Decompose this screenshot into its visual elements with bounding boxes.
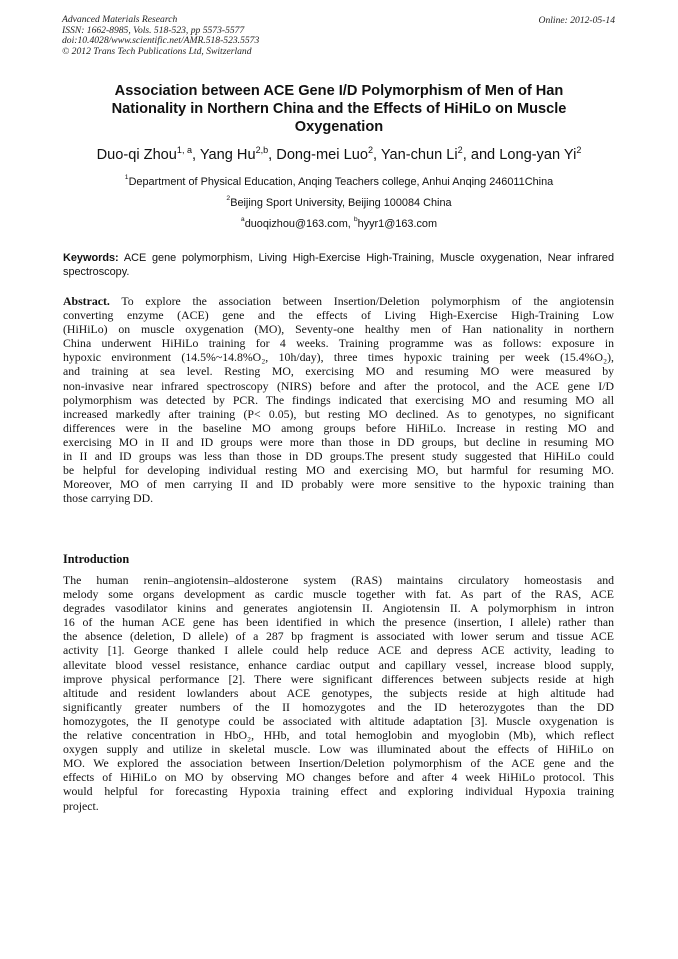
doi-line: doi:10.4028/www.scientific.net/AMR.518-523.5573 [62,35,260,47]
email-mark: a [240,216,245,223]
author-name: Dong-mei Luo [276,147,368,163]
abstract-line: increased markedly after training (P< 0.05), but resting MO declined. As to genotypes, no significant [63,406,614,421]
abstract-line-text: To explore the association between Insertion/Deletion polymorphism of the angiotensin [109,294,614,308]
paper-title [70,82,608,136]
introduction-line: project. [63,798,99,813]
abstract-line: China underwent HiHiLo training for 4 weeks. Training programme was as follows: exposure in [63,336,614,351]
keywords [63,252,614,279]
introduction-line: the relative concentration in HbO₂, HHb, and total hemoglobin and myoglobin (Mb), which reflect [63,728,614,743]
introduction-line: allevitate blood vessel resistance, enhance cardiac output and capillary vessel, increase blood supply, [63,657,614,672]
abstract-label: Abstract. [63,294,110,308]
introduction-line: degrades vasodilator kinins and generates angiotensin II. Angiotensin II. A polymorphism in intron [63,601,614,616]
introduction-line: 16 of the human ACE gene has been identified in which the presence (insertion, I allele) rather than [63,615,614,630]
introduction-heading: Introduction [63,552,130,566]
abstract-line [63,294,614,308]
abstract-line: and training at sea level. Resting MO, exercising MO and resuming MO were measured by [63,364,614,379]
affiliation-mark: 1 [124,174,129,181]
introduction-line: altitude and resident lowlanders about ACE genotypes, the subjects reside at high altitude had [63,685,614,700]
email-mark: b [353,216,358,223]
journal-name: Advanced Materials Research [62,14,178,25]
affiliation-1 [0,176,678,188]
introduction-line: the absence (deletion, D allele) of a 287 bp fragment is associated with lower serum and tissue ACE [63,629,614,644]
introduction-line: effects of HiHiLo on MO by observing MO changes before and after 4 week HiHiLo protocol. This [63,770,614,785]
introduction-line: MO. We explored the association between Insertion/Deletion polymorphism of the ACE gene and the [63,756,614,771]
affiliation-text: Beijing Sport University, Beijing 100084 China [230,197,452,209]
author-affiliation-mark: 2 [576,145,582,155]
author-separator: , [192,147,200,163]
title-line-1: Association between ACE Gene I/D Polymorphism of Men of Han [114,83,564,99]
abstract-line: be helpful for developing individual resting MO and exercising MO, but harmful for resuming MO. [63,463,614,478]
introduction-line: improve physical performance [2]. There were significant differences between subjects reside at high [63,671,614,686]
introduction-line: activity [1]. George thanked I allele could help reduce ACE and depress ACE activity, leading to [63,643,614,658]
introduction-line: homozygotes, the II genotype could be associated with altitude adaptation [3]. Muscle oxygenation is [63,713,614,728]
author-affiliation-mark: 2,b [255,145,269,155]
author-separator: , [268,147,277,163]
author-emails [0,218,678,230]
author-name: Duo-qi Zhou [96,147,177,163]
introduction-line: The human renin–angiotensin–aldosterone system (RAS) maintains circulatory homeostasis and [63,573,614,587]
author-separator: , and [462,147,500,163]
email-address: hyyr1@163.com [357,218,438,230]
abstract-line: converting enzyme (ACE) gene and the effects of Living High-Exercise High-Training Low [63,308,614,323]
affiliation-text: Department of Physical Education, Anqing Teachers college, Anhui Anqing 246011China [128,176,554,188]
abstract [63,294,614,505]
abstract-line: in II and ID groups was less than those in DD groups.The present study suggested that HiHiLo could [63,449,614,464]
keywords-text: ACE gene polymorphism, Living High-Exercise High-Training, Muscle oxygenation, Near infrared spectroscopy. [63,252,614,278]
abstract-line: (HiHiLo) on muscle oxygenation (MO), Seventy-one healthy men of Han nationality in northern [63,322,614,337]
title-line-3: Oxygenation [294,119,384,135]
abstract-line: non-invasive near infrared spectroscopy (NIRS) before and after the protocol, and the ACE gene I/D [63,378,614,393]
abstract-line: hypoxic environment (14.5%~14.8%O₂, 10h/day), three times hypoxic training per week (15.4%O₂), [63,350,614,365]
online-date: Online: 2012-05-14 [538,15,615,26]
author-name: Yan-chun Li [380,147,458,163]
copyright-line: © 2012 Trans Tech Publications Ltd, Switzerland [62,45,252,57]
email-address: duoqizhou@163.com, [244,218,354,230]
abstract-line: Moreover, MO of men carrying II and ID probably were more sensitive to the hypoxic training than [63,477,614,492]
author-affiliation-mark: 2 [367,145,373,155]
author-list [0,147,678,163]
introduction-body [63,573,614,813]
author-affiliation-mark: 2 [457,145,463,155]
author-separator: , [373,147,381,163]
abstract-line: polymorphism was detected by PCR. The findings indicated that exercising MO and resuming MO all [63,392,614,407]
introduction-line: would helpful for forecasting Hypoxia training effect and exploring individual Hypoxia training [63,784,614,799]
affiliation-mark: 2 [226,195,231,202]
abstract-line: those carrying DD. [63,491,154,506]
introduction-line: oxygen supply and utilize in skeletal muscle. Low was illuminated about the effects of HiHiLo on [63,742,614,757]
abstract-line: exercising MO in II and ID groups were more than those in DD groups, but decline in resuming MO [63,434,614,449]
author-affiliation-mark: 1, a [176,145,193,155]
issn-line: ISSN: 1662-8985, Vols. 518-523, pp 5573-5577 [62,24,245,36]
abstract-line: differences were in the baseline MO among groups before HiHiLo. Increase in resting MO and [63,420,614,435]
author-name: Long-yan Yi [499,147,577,163]
affiliation-2 [0,197,678,209]
introduction-line: significantly greater numbers of the II homozygotes and the ID heterozygotes than the DD [63,699,614,714]
title-line-2: Nationality in Northern China and the Effects of HiHiLo on Muscle [111,101,567,117]
keywords-label: Keywords: [63,252,119,264]
author-name: Yang Hu [199,147,256,163]
journal-header [62,15,259,57]
introduction-line: melody some organs development as cardic muscle together with fat. As part of the RAS, ACE [63,587,614,602]
